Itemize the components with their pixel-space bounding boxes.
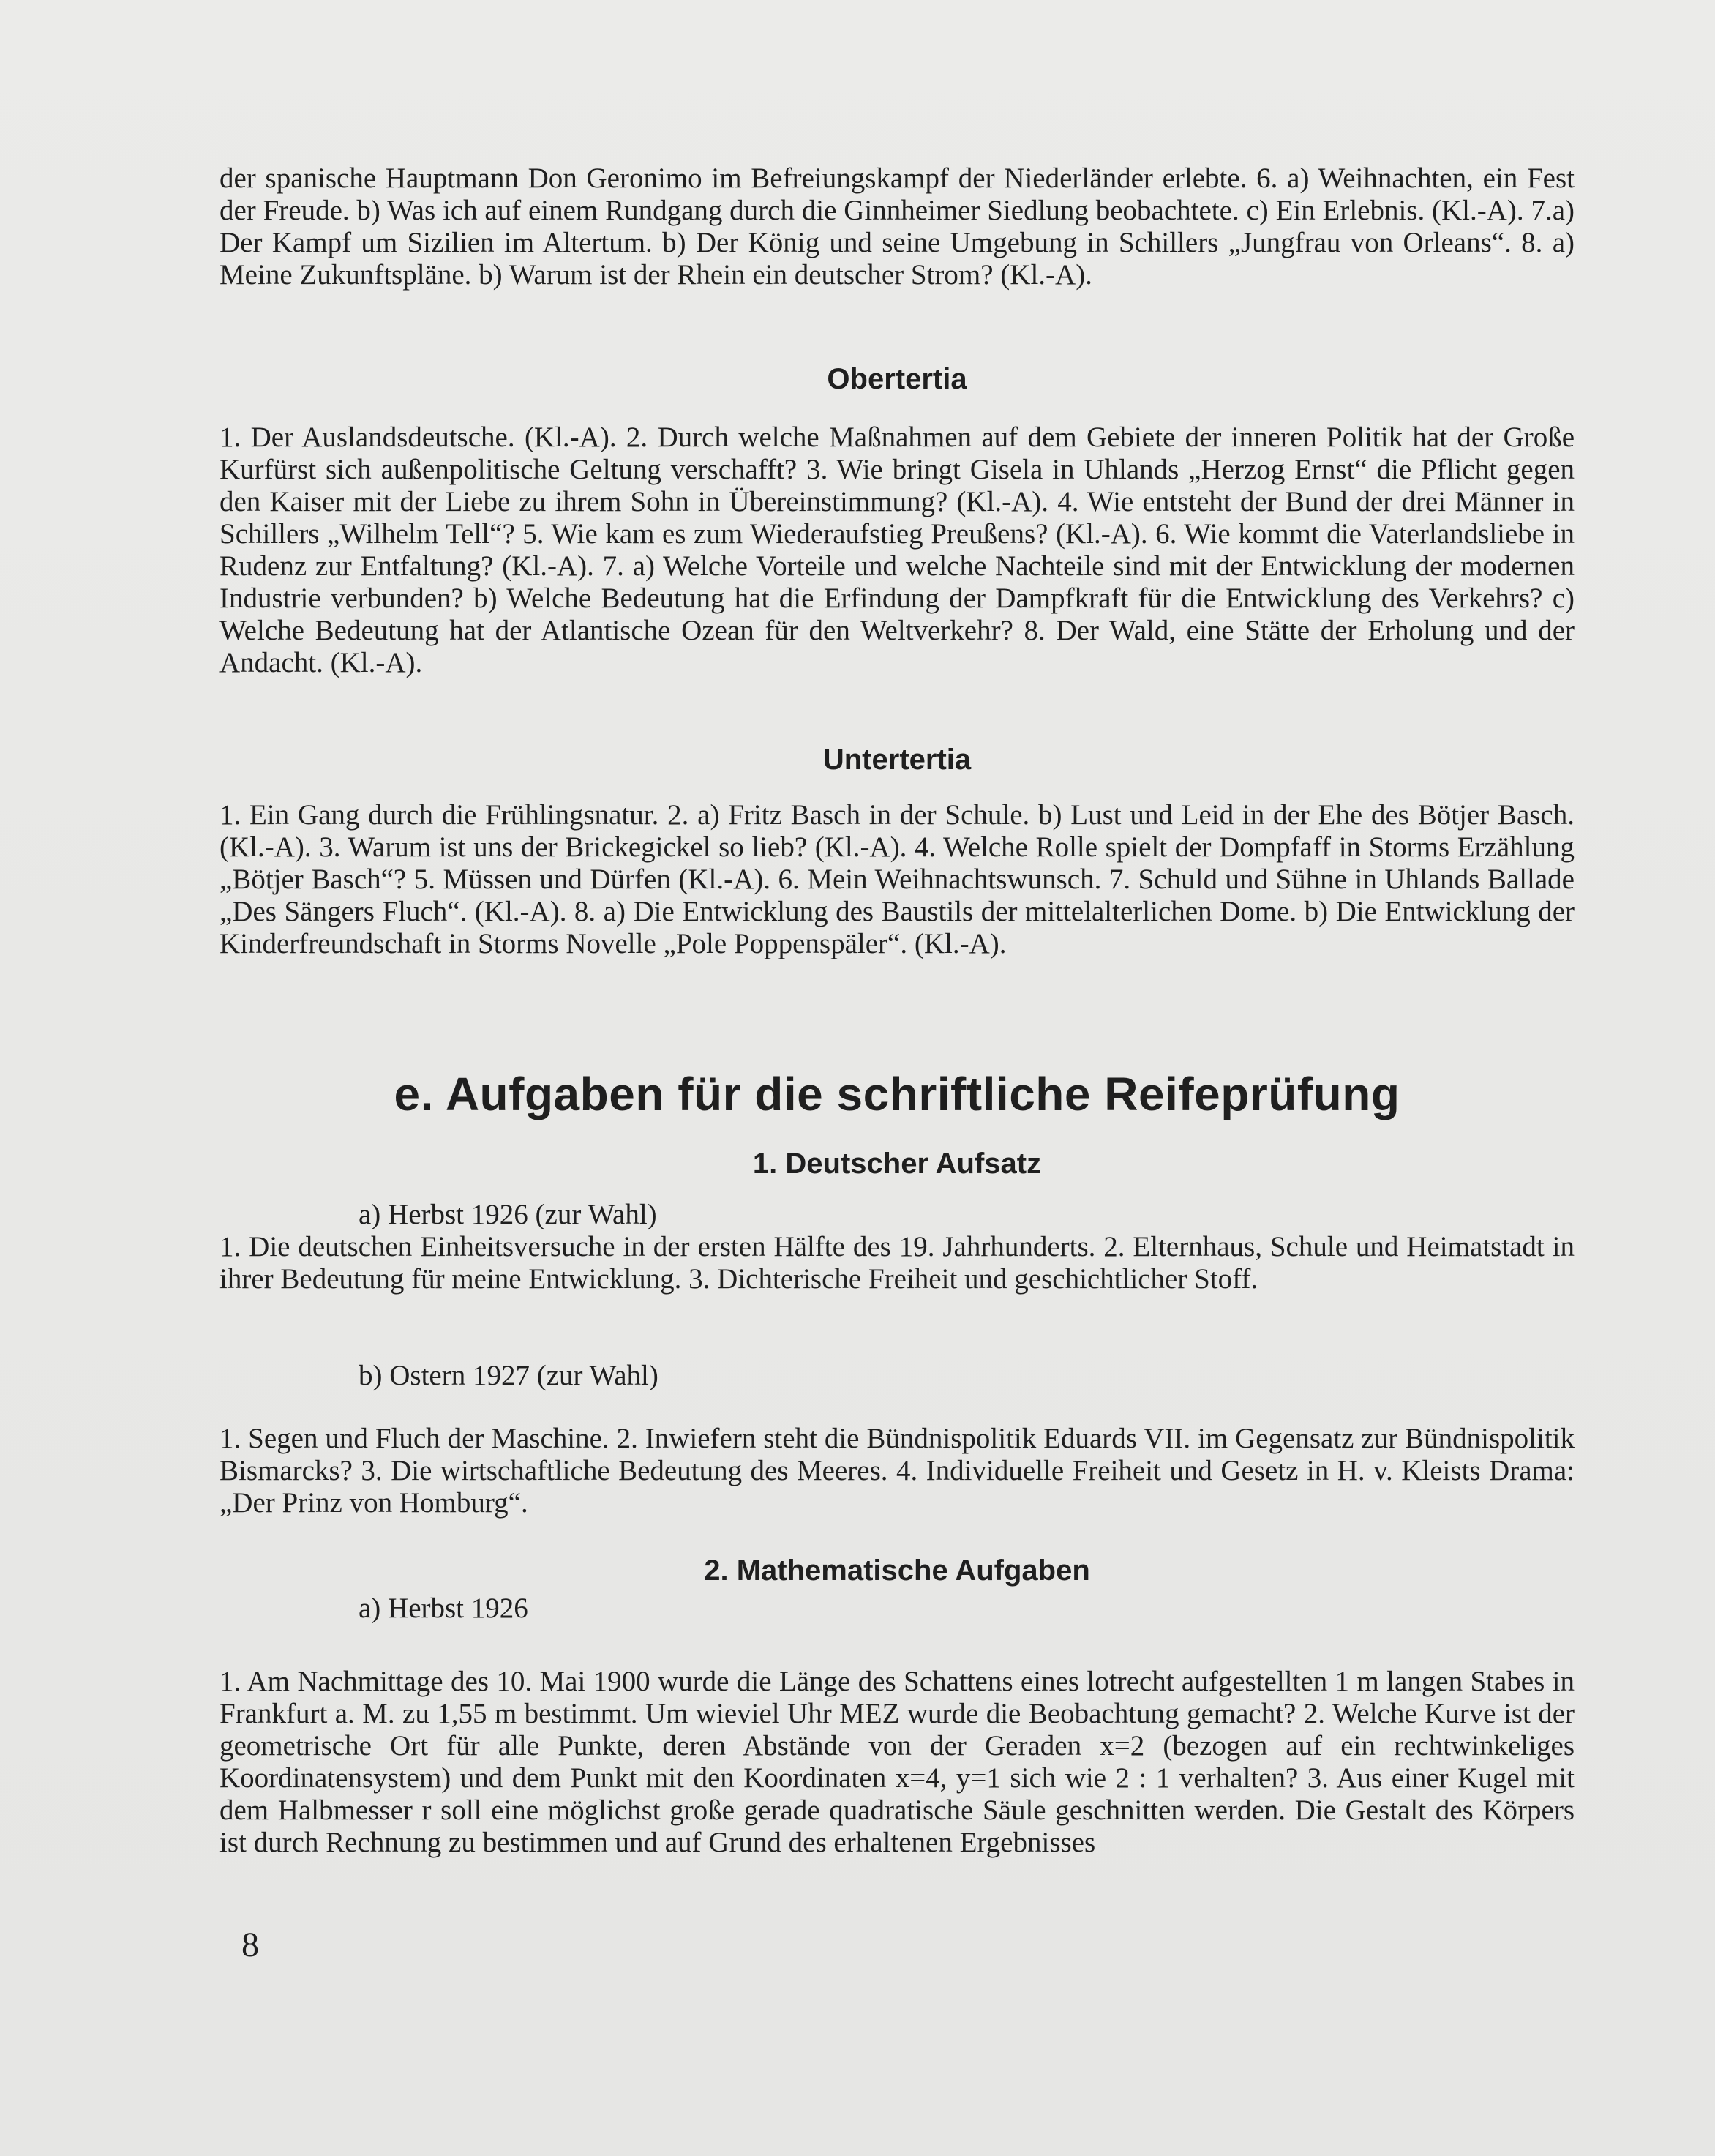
- aufsatz-heading: 1. Deutscher Aufsatz: [752, 1148, 1042, 1180]
- mathe-text: 1. Am Nachmittage des 10. Mai 1900 wurde die Länge des Schattens eines lotrecht aufgestellten 1 m langen Stabes in Frankfurt a. M. zu 1,55 m bestimmt. Um wieviel Uhr MEZ wurde die Beobachtung gemacht? 2. Welche Kurve ist der geometrische Ort für alle Punkte, deren Abstände von der Geraden x=2 (bezogen auf ein rechtwinkeliges Koordinatensystem) und dem Punkt mit den Koordinaten x=4, y=1 sich wie 2 : 1 verhalten? 3. Aus einer Kugel mit dem Halbmesser r soll eine möglichst große gerade quadratische Säule geschnitten werden. Die Gestalt des Körpers ist durch Rechnung zu bestimmen und auf Grund des erhaltenen Ergebnisses: [219, 1666, 1575, 1858]
- aufsatz-herbst-label: a) Herbst 1926 (zur Wahl): [359, 1199, 657, 1230]
- mathe-heading: 2. Mathematische Aufgaben: [704, 1554, 1090, 1587]
- aufsatz-ostern-label: b) Ostern 1927 (zur Wahl): [359, 1360, 658, 1391]
- obertertia-heading: Obertertia: [827, 363, 967, 395]
- aufsatz-ostern-text: 1. Segen und Fluch der Maschine. 2. Inwiefern steht die Bündnispolitik Eduards VII. im Gegensatz zur Bündnispolitik Bismarcks? 3. Die wirtschaftliche Bedeutung des Meeres. 4. Individuelle Freiheit und Gesetz in H. v. Kleists Drama: „Der Prinz von Homburg“.: [219, 1423, 1575, 1519]
- section-e-heading: e. Aufgaben für die schriftliche Reifeprüfung: [394, 1068, 1400, 1120]
- obertertia-text: 1. Der Auslandsdeutsche. (Kl.-A). 2. Durch welche Maßnahmen auf dem Gebiete der inneren Politik hat der Große Kurfürst sich außenpolitische Geltung verschafft? 3. Wie bringt Gisela in Uhlands „Herzog Ernst“ die Pflicht gegen den Kaiser mit der Liebe zu ihrem Sohn in Übereinstimmung? (Kl.-A). 4. Wie entsteht der Bund der drei Männer in Schillers „Wilhelm Tell“? 5. Wie kam es zum Wiederaufstieg Preußens? (Kl.-A). 6. Wie kommt die Vaterlandsliebe in Rudenz zur Entfaltung? (Kl.-A). 7. a) Welche Vorteile und welche Nachteile sind mit der Entwicklung der modernen Industrie verbunden? b) Welche Bedeutung hat die Erfindung der Dampfkraft für die Entwicklung des Verkehrs? c) Welche Bedeutung hat der Atlantische Ozean für den Weltverkehr? 8. Der Wald, eine Stätte der Erholung und der Andacht. (Kl.-A).: [219, 422, 1575, 678]
- aufsatz-herbst-text: 1. Die deutschen Einheitsversuche in der ersten Hälfte des 19. Jahrhunderts. 2. Elternhaus, Schule und Heimatstadt in ihrer Bedeutung für meine Entwicklung. 3. Dichterische Freiheit und geschichtlicher Stoff.: [219, 1231, 1575, 1295]
- untertertia-text: 1. Ein Gang durch die Frühlingsnatur. 2. a) Fritz Basch in der Schule. b) Lust und Leid in der Ehe des Bötjer Basch. (Kl.-A). 3. Warum ist uns der Brickegickel so lieb? (Kl.-A). 4. Welche Rolle spielt der Dompfaff in Storms Erzählung „Bötjer Basch“? 5. Müssen und Dürfen (Kl.-A). 6. Mein Weihnachtswunsch. 7. Schuld und Sühne in Uhlands Ballade „Des Sängers Fluch“. (Kl.-A). 8. a) Die Entwicklung des Baustils der mittelalterlichen Dome. b) Die Entwicklung der Kinderfreundschaft in Storms Novelle „Pole Poppenspäler“. (Kl.-A).: [219, 799, 1575, 959]
- page-number: 8: [241, 1925, 259, 1964]
- intro-paragraph: der spanische Hauptmann Don Geronimo im Befreiungskampf der Niederländer erlebte. 6. a) Weihnachten, ein Fest der Freude. b) Was ich auf einem Rundgang durch die Ginnheimer Siedlung beobachtete. c) Ein Erlebnis. (Kl.-A). 7.a) Der Kampf um Sizilien im Altertum. b) Der König und seine Umgebung in Schillers „Jungfrau von Orleans“. 8. a) Meine Zukunftspläne. b) Warum ist der Rhein ein deutscher Strom? (Kl.-A).: [219, 162, 1575, 291]
- untertertia-heading: Untertertia: [822, 744, 972, 776]
- mathe-herbst-label: a) Herbst 1926: [359, 1592, 528, 1624]
